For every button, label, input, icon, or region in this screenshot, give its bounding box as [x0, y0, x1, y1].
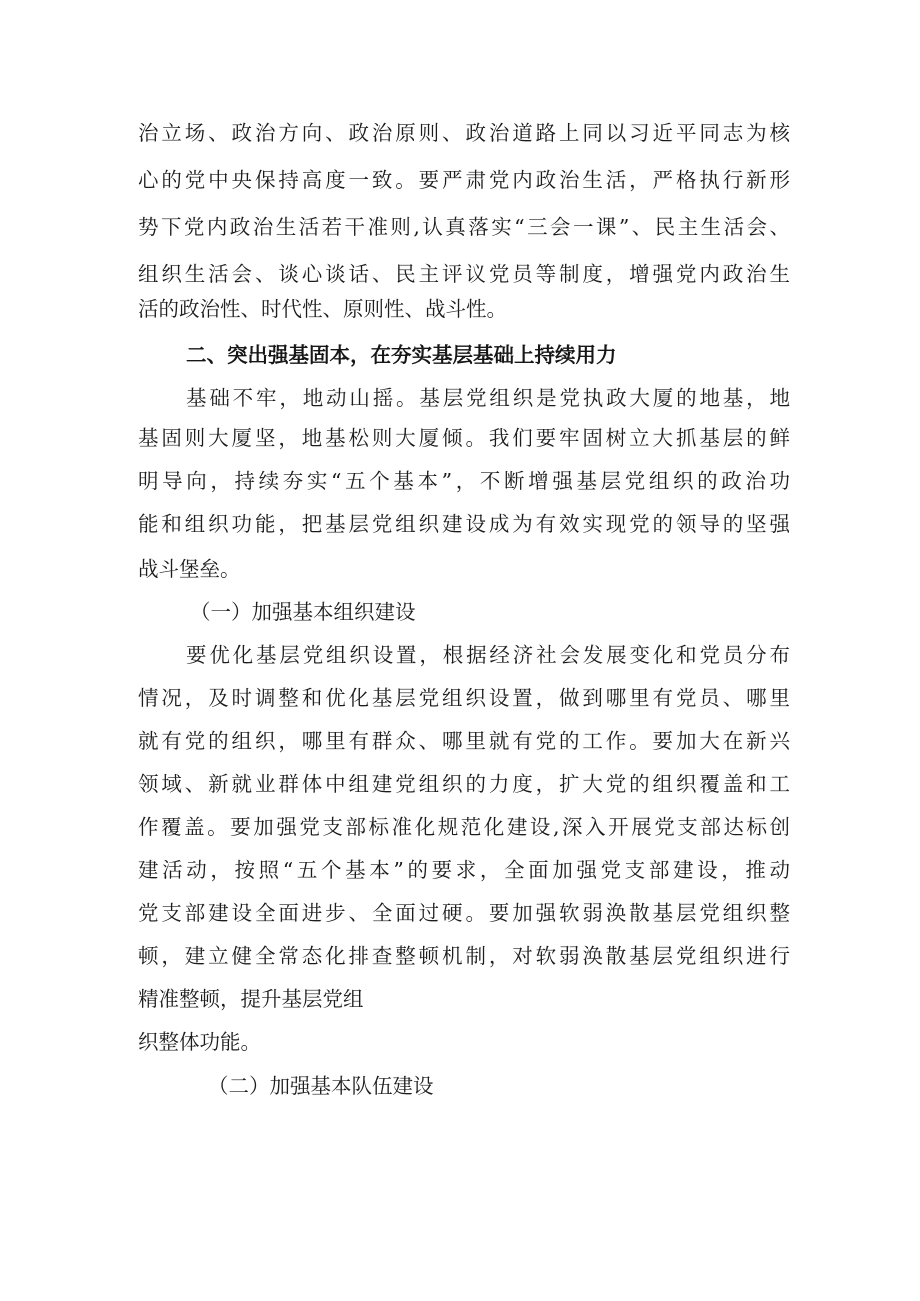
- body-text-line: 就有党的组织，哪里有群众、哪里就有党的工作。要加大在新兴: [138, 729, 790, 753]
- section-heading: 二、突出强基固本，在夯实基层基础上持续用力: [186, 343, 617, 367]
- subsection-heading: （一）加强基本组织建设: [190, 600, 416, 624]
- body-text-line: 基础不牢，地动山摇。基层党组织是党执政大厦的地基，地: [186, 386, 790, 410]
- body-text-line: 能和组织功能，把基层党组织建设成为有效实现党的领导的坚强: [138, 512, 790, 536]
- body-text-line: 心的党中央保持高度一致。要严肃党内政治生活，严格执行新形: [138, 168, 790, 192]
- body-text-line: 作覆盖。要加强党支部标准化规范化建设,深入开展党支部达标创: [138, 815, 790, 839]
- body-text-line: 精准整顿，提升基层党组: [138, 987, 364, 1011]
- body-text-line: 势下党内政治生活若干准则,认真落实“三会一课”、民主生活会、: [138, 215, 790, 239]
- body-text-line: 织整体功能。: [138, 1030, 261, 1054]
- body-text-line: 组织生活会、谈心谈话、民主评议党员等制度，增强党内政治生: [138, 262, 790, 286]
- body-text-line: 活的政治性、时代性、原则性、战斗性。: [138, 297, 507, 321]
- body-text-line: 领域、新就业群体中组建党组织的力度，扩大党的组织覆盖和工: [138, 772, 790, 796]
- body-text-line: 明导向，持续夯实“五个基本”，不断增强基层党组织的政治功: [138, 469, 790, 493]
- body-text-line: 治立场、政治方向、政治原则、政治道路上同以习近平同志为核: [138, 121, 790, 145]
- body-text-line: 建活动，按照“五个基本”的要求，全面加强党支部建设，推动: [138, 858, 790, 882]
- subsection-heading: （二）加强基本队伍建设: [208, 1074, 434, 1098]
- body-text-line: 顿，建立健全常态化排查整顿机制，对软弱涣散基层党组织进行: [138, 944, 790, 968]
- body-text-line: 党支部建设全面进步、全面过硬。要加强软弱涣散基层党组织整: [138, 901, 790, 925]
- body-text-line: 基固则大厦坚，地基松则大厦倾。我们要牢固树立大抓基层的鲜: [138, 426, 790, 450]
- body-text-line: 要优化基层党组织设置，根据经济社会发展变化和党员分布: [186, 643, 790, 667]
- body-text-line: 情况，及时调整和优化基层党组织设置，做到哪里有党员、哪里: [138, 686, 790, 710]
- body-text-line: 战斗堡垒。: [138, 557, 241, 581]
